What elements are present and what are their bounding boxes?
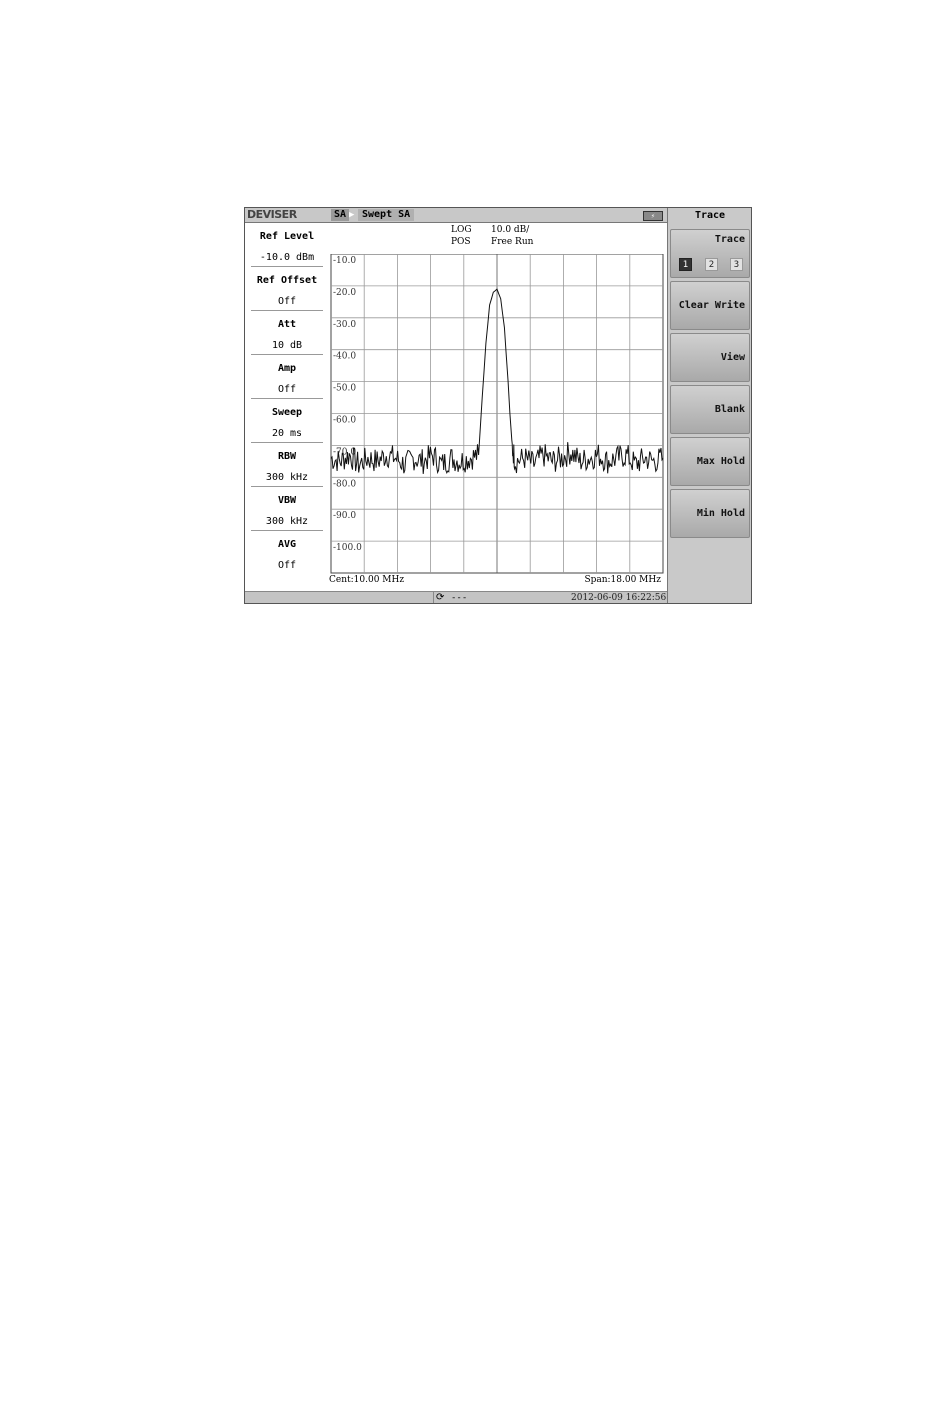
- param-label: Amp: [277, 363, 297, 374]
- softkey-label: Blank: [714, 404, 745, 415]
- max-hold-button[interactable]: [670, 437, 750, 486]
- sync-icon: ⟳: [436, 592, 445, 603]
- param-sweep[interactable]: [245, 399, 329, 443]
- param-label: Att: [277, 319, 297, 330]
- softkey-label: View: [720, 352, 745, 363]
- param-label: RBW: [277, 451, 297, 462]
- spectrum-chart: [330, 254, 664, 574]
- param-vbw[interactable]: [245, 487, 329, 531]
- param-rbw[interactable]: [245, 443, 329, 487]
- status-bar: [245, 591, 667, 604]
- trace-select-key[interactable]: [670, 229, 750, 278]
- param-label: AVG: [277, 539, 297, 550]
- param-label: Ref Level: [259, 231, 315, 242]
- softkey-label: Clear Write: [678, 300, 745, 311]
- param-label: VBW: [277, 495, 297, 506]
- mode-tab[interactable]: SA: [331, 209, 349, 221]
- y-tick-label: -40.0: [333, 351, 357, 362]
- softkey-label: Max Hold: [696, 456, 745, 467]
- chevron-right-icon: ▶: [349, 210, 355, 220]
- date-time: 2012-06-09 16:22:56: [571, 593, 667, 603]
- softkey-panel: [667, 208, 751, 604]
- y-tick-label: -20.0: [333, 287, 357, 298]
- parameter-panel: [245, 223, 329, 583]
- top-bar: [245, 208, 667, 223]
- param-label: Ref Offset: [256, 275, 318, 286]
- trace-2-option[interactable]: 2: [705, 258, 718, 271]
- center-frequency: Cent:10.00 MHz: [329, 575, 405, 585]
- y-tick-label: -10.0: [333, 256, 357, 266]
- param-value: 300 kHz: [265, 472, 309, 483]
- param-value: 10 dB: [271, 340, 303, 351]
- clear-write-button[interactable]: [670, 281, 750, 330]
- y-tick-label: -90.0: [333, 511, 357, 522]
- param-att[interactable]: [245, 311, 329, 355]
- param-ref-level[interactable]: [245, 223, 329, 267]
- param-avg[interactable]: [245, 531, 329, 575]
- measurement-mode[interactable]: Swept SA: [358, 209, 414, 221]
- trace-3-option[interactable]: 3: [730, 258, 743, 271]
- y-tick-label: -60.0: [333, 415, 357, 426]
- param-value: -10.0 dBm: [259, 252, 315, 263]
- menu-title: Trace: [694, 210, 726, 221]
- span-frequency: Span:18.00 MHz: [584, 575, 661, 585]
- y-tick-label: -70.0: [333, 447, 357, 458]
- min-hold-button[interactable]: [670, 489, 750, 538]
- y-tick-label: -100.0: [333, 543, 362, 554]
- view-button[interactable]: [670, 333, 750, 382]
- trigger-mode: Free Run: [491, 237, 534, 247]
- param-ref-offset[interactable]: [245, 267, 329, 311]
- y-tick-label: -80.0: [333, 479, 357, 490]
- battery-icon: ⚡: [643, 211, 663, 221]
- brand-logo: DEVISER: [247, 208, 297, 221]
- scale-division: 10.0 dB/: [491, 225, 530, 235]
- param-value: Off: [277, 560, 297, 571]
- y-tick-label: -30.0: [333, 319, 357, 330]
- softkey-label: Min Hold: [696, 508, 745, 519]
- softkey-label: Trace: [714, 234, 745, 245]
- trace-1-option[interactable]: 1: [679, 258, 692, 271]
- scale-type: LOG: [451, 225, 472, 235]
- param-value: 20 ms: [271, 428, 303, 439]
- param-amp[interactable]: [245, 355, 329, 399]
- param-label: Sweep: [271, 407, 303, 418]
- status-text: ---: [451, 593, 468, 603]
- param-value: 300 kHz: [265, 516, 309, 527]
- spectrum-plot[interactable]: [330, 254, 664, 574]
- param-value: Off: [277, 296, 297, 307]
- y-tick-label: -50.0: [333, 383, 357, 394]
- detector-type: POS: [451, 237, 471, 247]
- blank-button[interactable]: [670, 385, 750, 434]
- analyzer-screen: [244, 207, 752, 604]
- param-value: Off: [277, 384, 297, 395]
